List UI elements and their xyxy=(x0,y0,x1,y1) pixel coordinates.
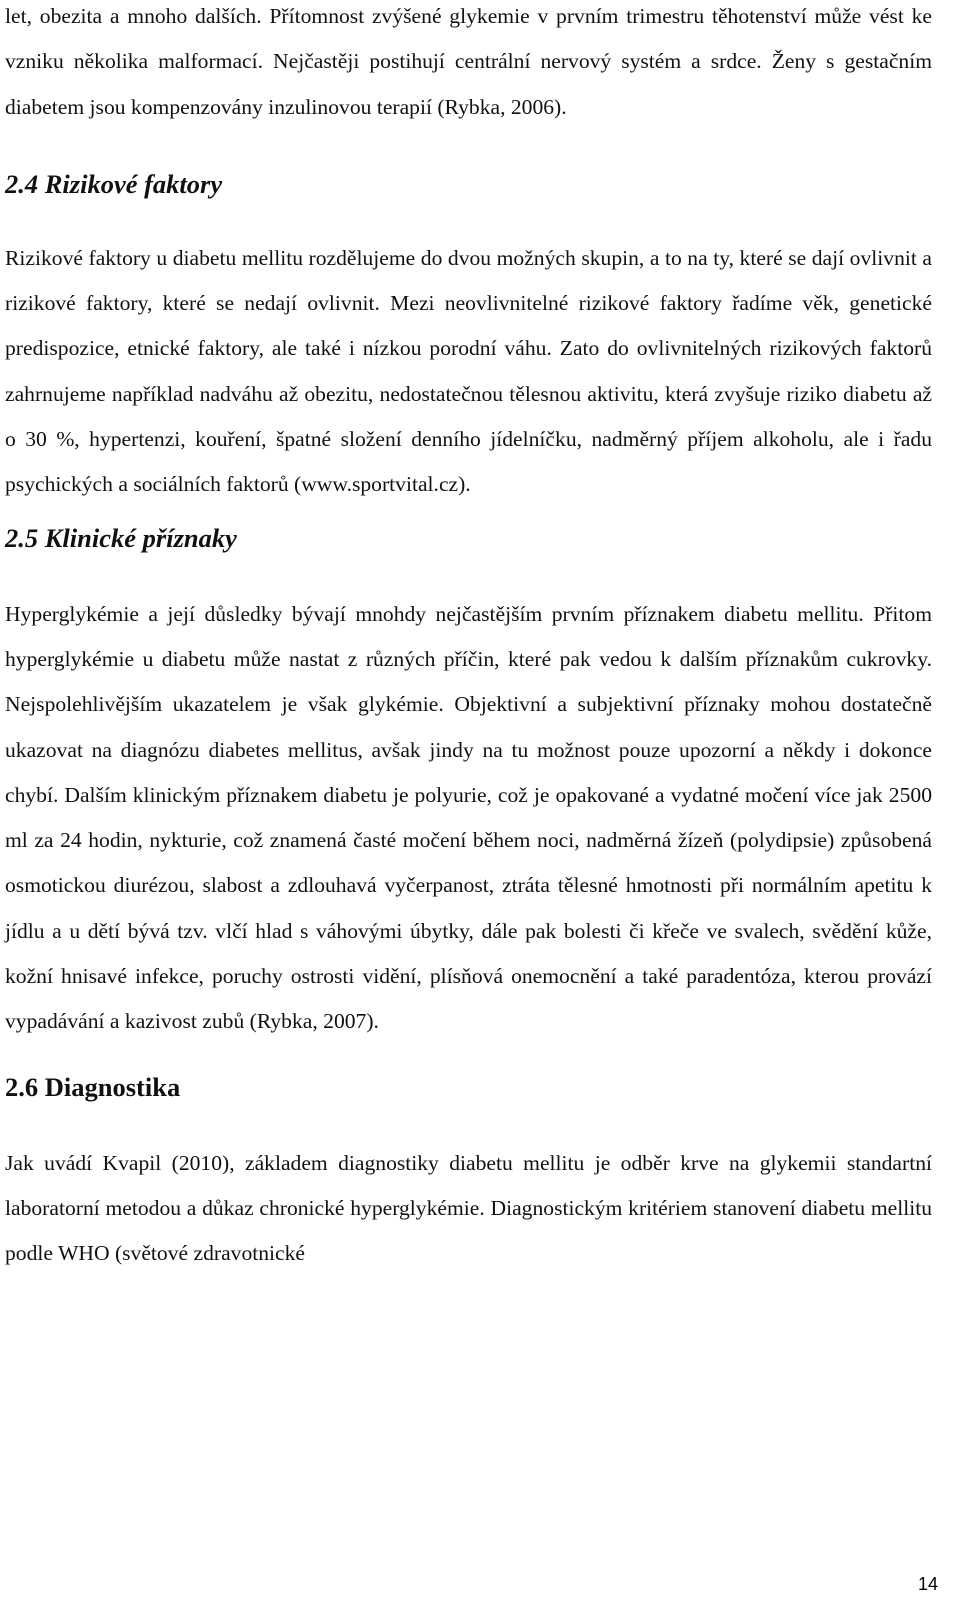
intro-paragraph: let, obezita a mnoho dalších. Přítomnost zvýšené glykemie v prvním trimestru těhotenství může vést ke vzniku několika malformací. Nejčastěji postihují centrální nervový systém a srdce. Ženy s gestačním diabetem jsou kompenzovány inzulinovou terapií (Rybka, 2006). xyxy=(5,4,932,119)
section-heading-klinicke-priznaky: 2.5 Klinické příznaky xyxy=(5,522,237,553)
section-paragraph-rizikove-faktory: Rizikové faktory u diabetu mellitu rozdělujeme do dvou možných skupin, a to na ty, které se dají ovlivnit a rizikové faktory, které se nedají ovlivnit. Mezi neovlivnitelné rizikové faktory řadíme věk, genetické predispozice, etnické faktory, ale také i nízkou porodní váhu. Zato do ovlivnitelných rizikových faktorů zahrnujeme například nadváhu až obezitu, nedostatečnou tělesnou aktivitu, která zvyšuje riziko diabetu až o 30 %, hypertenzi, kouření, špatné složení denního jídelníčku, nadměrný příjem alkoholu, ale i řadu psychických a sociálních faktorů (www.sportvital.cz). xyxy=(5,245,932,497)
section-paragraph-klinicke-priznaky: Hyperglykémie a její důsledky bývají mnohdy nejčastějším prvním příznakem diabetu mellitu. Přitom hyperglykémie u diabetu může nastat z různých příčin, které pak vedou k dalším příznakům cukrovky. Nejspolehlivějším ukazatelem je však glykémie. Objektivní a subjektivní příznaky mohou dostatečně ukazovat na diagnózu diabetes mellitus, avšak jindy na tu možnost pouze upozorní a někdy i dokonce chybí. Dalším klinickým příznakem diabetu je polyurie, což je opakované a vydatné močení více jak 2500 ml za 24 hodin, nykturie, což znamená časté močení během noci, nadměrná žízeň (polydipsie) způsobená osmotickou diurézou, slabost a zdlouhavá vyčerpanost, ztráta tělesné hmotnosti při normálním apetitu k jídlu a u dětí bývá tzv. vlčí hlad s váhovými úbytky, dále pak bolesti či křeče ve svalech, svědění kůže, kožní hnisavé infekce, poruchy ostrosti vidění, plísňová onemocnění a také paradentóza, kterou provází vypadávání a kazivost zubů (Rybka, 2007). xyxy=(5,601,932,1034)
section-heading-diagnostika: 2.6 Diagnostika xyxy=(5,1071,181,1102)
section-heading-rizikove-faktory: 2.4 Rizikové faktory xyxy=(5,168,223,199)
section-paragraph-diagnostika: Jak uvádí Kvapil (2010), základem diagnostiky diabetu mellitu je odběr krve na glykemii standartní laboratorní metodou a důkaz chronické hyperglykémie. Diagnostickým kritériem stanovení diabetu mellitu podle WHO (světové zdravotnické xyxy=(5,1150,932,1266)
document-page xyxy=(5,0,932,1277)
page-number: 14 xyxy=(917,1574,938,1594)
